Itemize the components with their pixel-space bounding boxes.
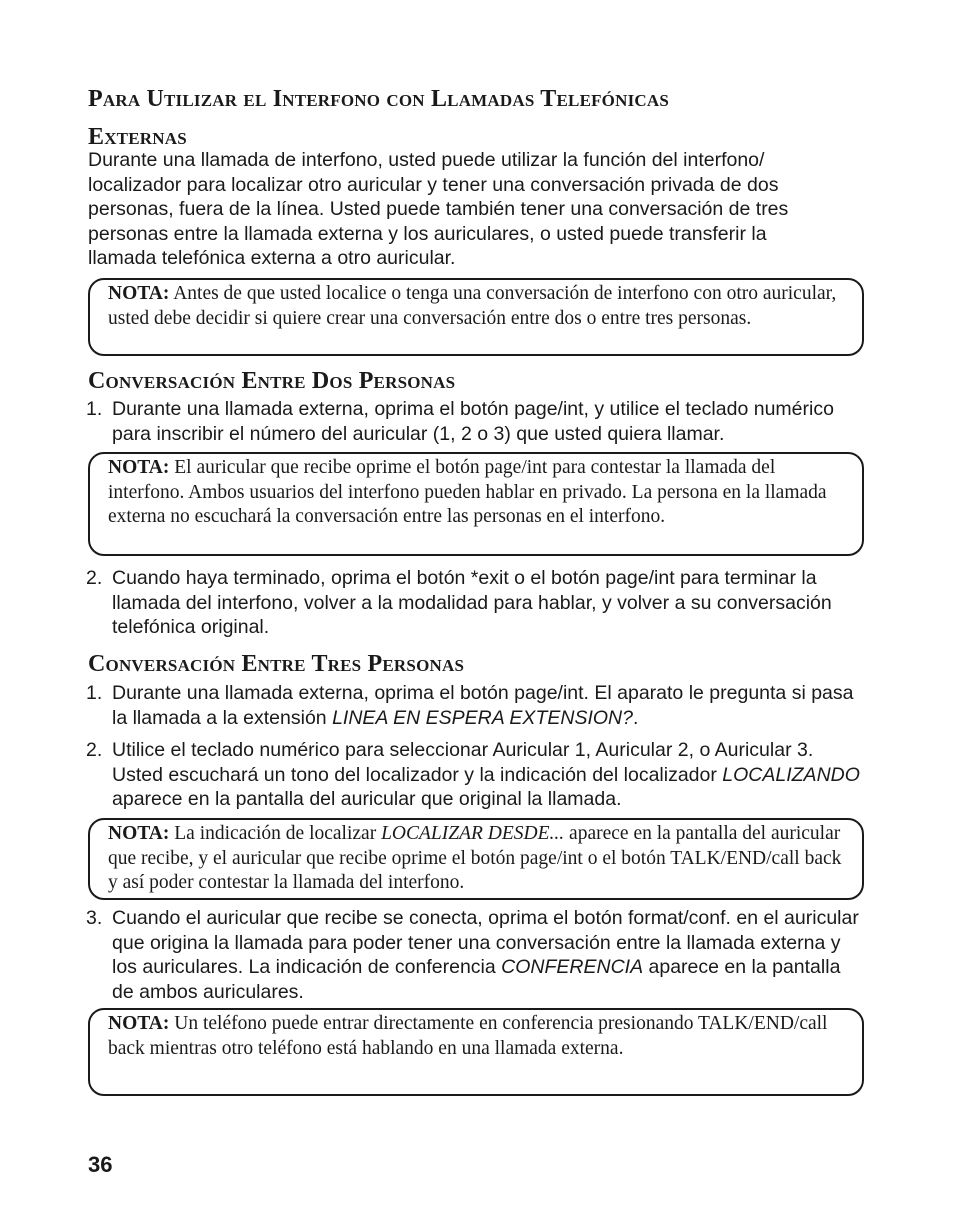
note-box-1 — [88, 278, 864, 356]
note-text: Un teléfono puede entrar directamente en conferencia presionando TALK/END/call back mientras otro teléfono está hablando en una llamada externa. — [108, 1013, 828, 1059]
note-box-2 — [88, 452, 864, 556]
section-heading-intercom-external — [88, 80, 669, 156]
display-message: CONFERENCIA — [501, 956, 644, 978]
step-three-person-3 — [86, 906, 866, 1004]
note-label: NOTA: — [108, 283, 170, 304]
note-label: NOTA: — [108, 457, 170, 478]
step-text: Cuando haya terminado, oprima el botón *exit o el botón page/int para terminar la llamada del interfono, volver a la modalidad para hablar, y volver a su conversación telefónica original. — [112, 567, 832, 638]
step-number: 1. — [86, 398, 103, 420]
step-text: Cuando el auricular que recibe se conecta, oprima el botón format/conf. en el auricular que origina la llamada para poder tener una conversación entre la llamada externa y los auriculares. La indicación de conferencia CONFERENCIA aparece en la pantalla de ambos auriculares. — [112, 907, 859, 1003]
step-three-person-2 — [86, 738, 866, 812]
display-message: LOCALIZAR DESDE... — [381, 823, 565, 844]
display-message: LINEA EN ESPERA EXTENSION? — [332, 706, 633, 729]
step-text: Durante una llamada externa, oprima el botón page/int, y utilice el teclado numérico para inscribir el número del auricular (1, 2 o 3) que usted quiera llamar. — [112, 398, 834, 445]
heading-line-1: Para Utilizar el Interfono con Llamadas Telefónicas — [88, 86, 670, 112]
step-number: 1. — [86, 682, 103, 704]
note-text: El auricular que recibe oprime el botón page/int para contestar la llamada del interfono. Ambos usuarios del interfono pueden hablar en privado. La persona en la llamada externa no escuchará la conversación entre las personas en el interfono. — [108, 457, 827, 527]
section-heading-two-person: Conversación Entre Dos Personas — [88, 368, 456, 394]
step-number: 2. — [86, 567, 103, 589]
page-number: 36 — [88, 1152, 113, 1177]
step-number: 3. — [86, 907, 103, 929]
section-heading-three-person: Conversación Entre Tres Personas — [88, 651, 465, 677]
step-two-person-2 — [86, 566, 866, 640]
step-three-person-1 — [86, 681, 866, 730]
step-two-person-1 — [86, 397, 866, 446]
step-text: Utilice el teclado numérico para seleccionar Auricular 1, Auricular 2, o Auricular 3. Usted escuchará un tono del localizador y la indicación del localizador LOCALIZANDO aparece en la pantalla del auricular que original la llamada. — [112, 739, 860, 810]
note-box-3: NOTA: La indicación de localizar LOCALIZAR DESDE... aparece en la pantalla del auricular que recibe, y el auricular que recibe oprime el botón page/int o el botón TALK/END/call back y así poder contestar la llamada del interfono. — [88, 818, 864, 900]
note-label: NOTA: — [108, 1013, 170, 1034]
note-label: NOTA: — [108, 823, 170, 844]
heading-line-2: Externas — [88, 124, 187, 150]
step-number: 2. — [86, 739, 103, 761]
step-text: Durante una llamada externa, oprima el botón page/int. El aparato le pregunta si pasa la llamada a la extensión LINEA EN ESPERA EXTENSION?. — [112, 682, 854, 729]
note-box-4 — [88, 1008, 864, 1096]
display-message: LOCALIZANDO — [722, 763, 860, 786]
intro-paragraph: Durante una llamada de interfono, usted puede utilizar la función del interfono/ localizador para localizar otro auricular y tener una conversación privada de dos personas, fuera de la línea. Usted puede también tener una conversación de tres personas entre la llamada externa y los auriculares, o usted puede transferir la llamada telefónica externa a otro auricular. — [88, 149, 789, 269]
note-text: Antes de que usted localice o tenga una conversación de interfono con otro auricular, usted debe decidir si quiere crear una conversación entre dos o entre tres personas. — [108, 283, 837, 329]
